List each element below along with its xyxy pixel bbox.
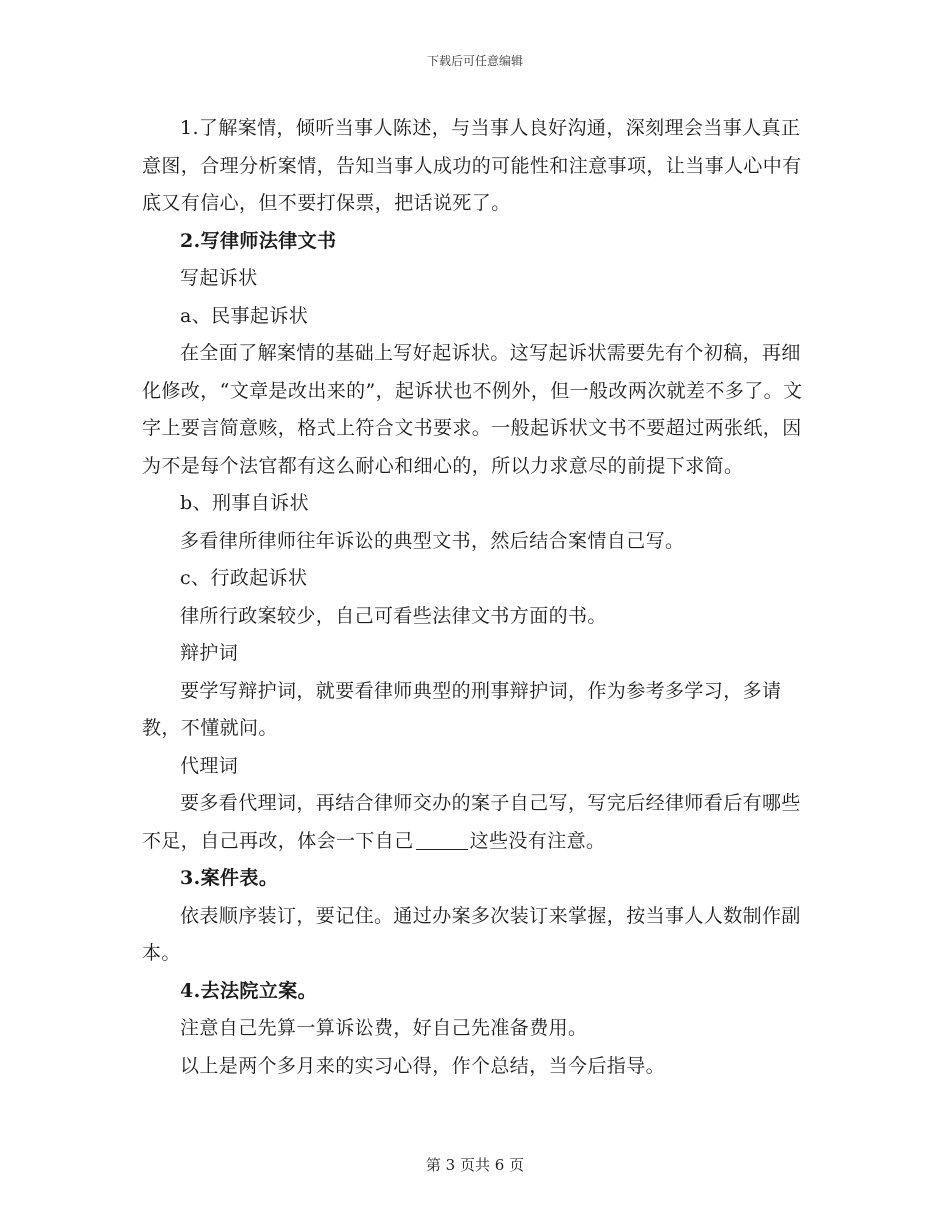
agency-text-after-blank: 这些没有注意。 xyxy=(469,829,606,852)
paragraph-defense-statement: 要学写辩护词，就要看律师典型的刑事辩护词，作为参考多学习，多请教，不懂就问。 xyxy=(142,679,782,739)
paragraph-civil-complaint: 在全面了解案情的基础上写好起诉状。这写起诉状需要先有个初稿，再细化修改，“文章是改出来的”，起诉状也不例外，但一般改两次就差不多了。文字上要言简意赅，格式上符合文书要求。一般起诉状文书不要超过两张纸，因为不是每个法官都有这么耐心和细心的，所以力求意尽的前提下求简。 xyxy=(142,342,803,477)
subheading-administrative-complaint: c、行政起诉状 xyxy=(180,567,308,589)
subheading-criminal-complaint: b、刑事自诉状 xyxy=(180,492,309,514)
paragraph-criminal-complaint: 多看律所律师往年诉讼的典型文书，然后结合案情自己写。 xyxy=(180,529,685,552)
subheading-agency-statement: 代理词 xyxy=(180,754,239,777)
paragraph-case-form: 依表顺序装订，要记住。通过办案多次装订来掌握，按当事人人数制作副本。 xyxy=(142,904,801,964)
subheading-complaint: 写起诉状 xyxy=(180,267,258,289)
fill-in-blank xyxy=(416,831,468,850)
paragraph-conclusion: 以上是两个多月来的实习心得，作个总结，当今后指导。 xyxy=(180,1054,666,1077)
heading-court-filing: 4.去法院立案。 xyxy=(180,979,318,1002)
subheading-defense-statement: 辩护词 xyxy=(180,642,239,664)
page-number: 第 3 页共 6 页 xyxy=(425,1156,525,1174)
paragraph-court-filing: 注意自己先算一算诉讼费，好自己先准备费用。 xyxy=(180,1017,588,1039)
page-header: 下载后可任意编辑 xyxy=(426,54,523,68)
heading-legal-documents: 2.写律师法律文书 xyxy=(180,229,337,252)
agency-text-before-blank: 要多看代理词，再结合律师交办的案子自己写，写完后经律师看后有哪些不足，自己再改，体会一下自己 xyxy=(142,792,801,852)
subheading-civil-complaint: a、民事起诉状 xyxy=(180,304,309,327)
paragraph-agency-statement xyxy=(142,785,810,860)
document-body xyxy=(142,110,810,1085)
heading-case-form: 3.案件表。 xyxy=(180,867,279,889)
paragraph-understand-case: 1.了解案情，倾听当事人陈述，与当事人良好沟通，深刻理会当事人真正意图，合理分析案情，告知当事人成功的可能性和注意事项，让当事人心中有底又有信心，但不要打保票，把话说死了。 xyxy=(142,117,802,214)
paragraph-administrative-complaint: 律所行政案较少，自己可看些法律文书方面的书。 xyxy=(180,604,607,627)
